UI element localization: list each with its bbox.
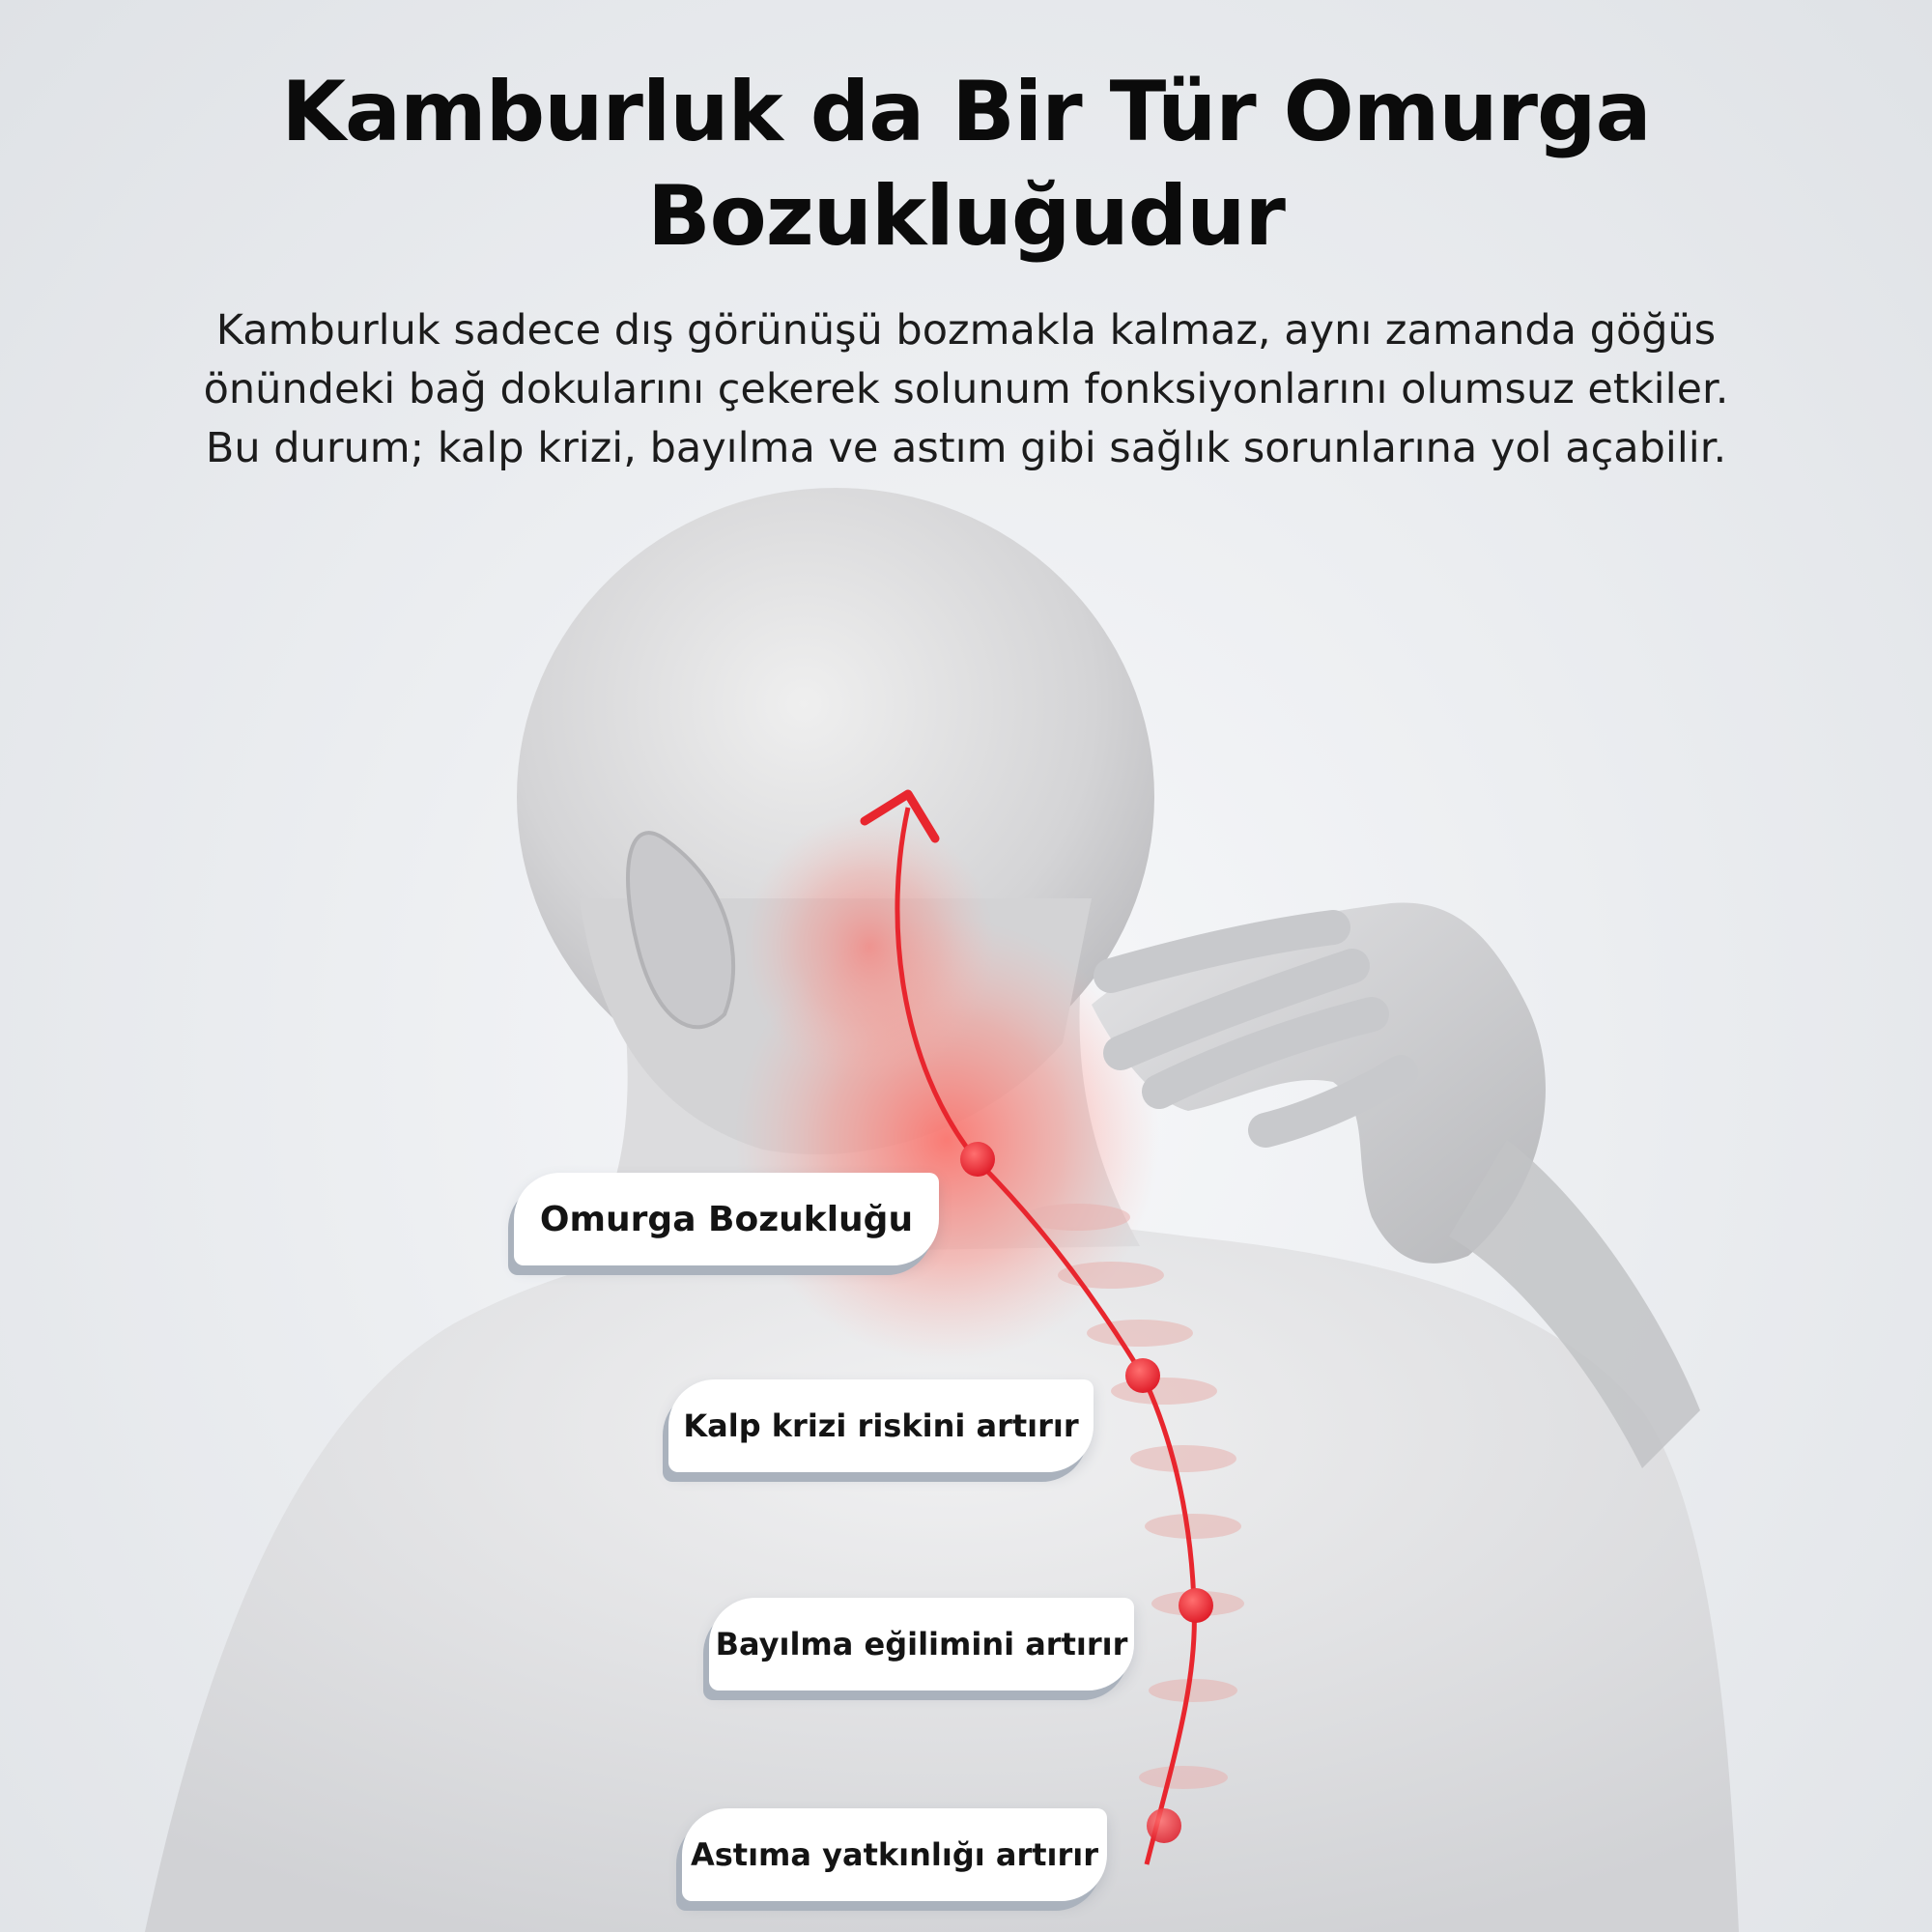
label-astim: Astıma yatkınlığı artırır — [682, 1808, 1107, 1901]
label-kalp-krizi: Kalp krizi riskini artırır — [668, 1379, 1094, 1472]
label-omurga-bozuklugu: Omurga Bozukluğu — [514, 1173, 939, 1265]
title-line-2: Bozukluğudur — [647, 168, 1285, 265]
spine-point-3 — [1179, 1588, 1213, 1623]
spine-point-2 — [1125, 1358, 1160, 1393]
description-line-1: Kamburluk sadece dış görünüşü bozmakla kalmaz, aynı zamanda göğüs — [215, 306, 1717, 355]
spine-point-4 — [1147, 1808, 1181, 1843]
spine-point-1 — [960, 1142, 995, 1177]
pain-glow-upper — [744, 811, 995, 1082]
label-bayilma: Bayılma eğilimini artırır — [709, 1598, 1134, 1690]
title-line-1: Kamburluk da Bir Tür Omurga — [281, 64, 1651, 160]
description-line-2: önündeki bağ dokularını çekerek solunum fonksiyonlarını olumsuz etkiler. — [203, 365, 1729, 413]
description-line-3: Bu durum; kalp krizi, bayılma ve astım gibi sağlık sorunlarına yol açabilir. — [205, 424, 1727, 472]
